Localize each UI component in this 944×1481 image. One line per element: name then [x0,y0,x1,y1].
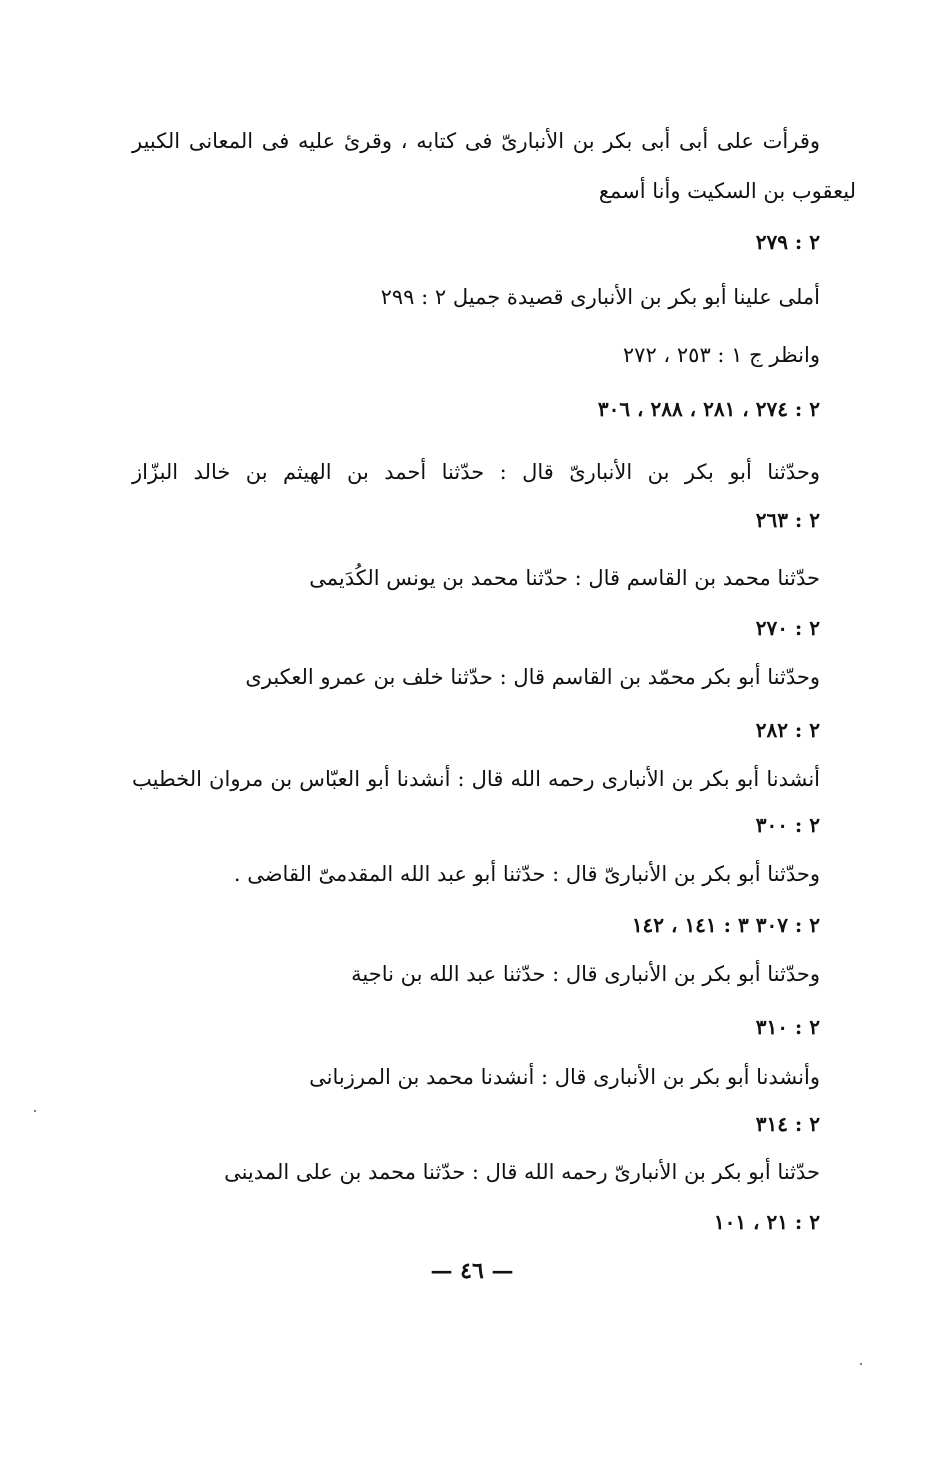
text-line: أنشدنا أبو بكر بن الأنبارى رحمه الله قال : أنشدنا أبو العبّاس بن مروان الخطيب [132,767,820,791]
text-line: ليعقوب بن السكيت وأنا أسمع [598,179,856,203]
text-line: وأنشدنا أبو بكر بن الأنبارى قال : أنشدنا محمد بن المرزبانى [309,1065,820,1089]
text-line: وحدّثنا أبو بكر بن الأنبارى قال : حدّثنا عبد الله بن ناجية [351,962,820,986]
reference-line: ٢ : ٢٧٤ ، ٢٨١ ، ٢٨٨ ، ٣٠٦ [597,397,820,421]
scan-speck [860,1363,862,1365]
text-line: وحدّثنا أبو بكر بن الأنبارىّ قال : حدّثنا أحمد بن الهيثم بن خالد البزّاز [132,460,820,484]
reference-line: ٢ : ٢٧٠ [755,616,820,640]
reference-line: ٢ : ٢٨٢ [755,718,820,742]
reference-line: ٢ : ٣١٤ [755,1112,820,1136]
reference-line: ٢ : ٢٧٩ [755,230,820,254]
text-line: وحدّثنا أبو بكر بن الأنبارىّ قال : حدّثنا أبو عبد الله المقدمىّ القاضى . [233,862,820,886]
reference-line: ٢ : ٣١٠ [755,1015,820,1039]
text-line: وقرأت على أبى أبى بكر بن الأنبارىّ فى كتابه ، وقرئ عليه فى المعانى الكبير [132,129,820,153]
page-number: — ٤٦ — [430,1258,514,1284]
text-line: أملى علينا أبو بكر بن الأنبارى قصيدة جميل ٢ : ٢٩٩ [380,285,820,309]
reference-line: ٢ : ٢٦٣ [755,508,820,532]
reference-line: ٢ : ٣٠٠ [755,813,820,837]
text-line: حدّثنا أبو بكر بن الأنبارىّ رحمه الله قال : حدّثنا محمد بن على المدينى [224,1160,820,1184]
reference-line: ٢ : ٣٠٧ ٣ : ١٤١ ، ١٤٢ [631,913,820,937]
text-line: حدّثنا محمد بن القاسم قال : حدّثنا محمد بن يونس الكُدَيمى [309,566,820,590]
text-line: وانظر ج ١ : ٢٥٣ ، ٢٧٢ [622,343,820,367]
scan-speck [34,1110,36,1112]
reference-line: ٢ : ٢١ ، ١٠١ [713,1210,820,1234]
text-line: وحدّثنا أبو بكر محمّد بن القاسم قال : حدّثنا خلف بن عمرو العكبرى [245,665,820,689]
